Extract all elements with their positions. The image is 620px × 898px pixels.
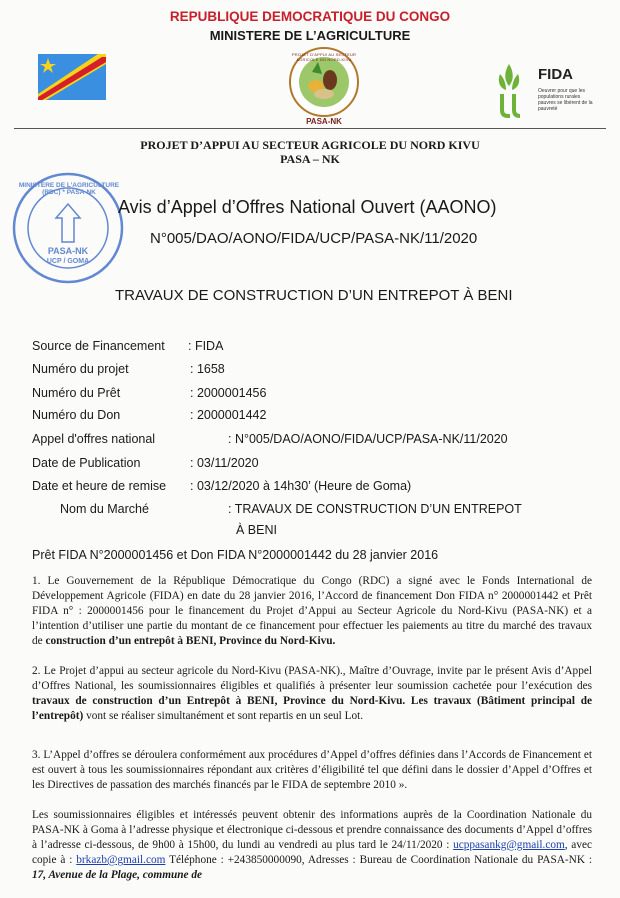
fida-logo	[492, 62, 598, 120]
paragraph-3-text: 3. L’Appel d’offres se déroulera conformément aux procédures d’Appel d’offres définies dans l’Accords de Financement et est ouvert à tous les soumissionnaires répondant aux critères d’éligibilité tel que défini dans le dossier d’Appel d’Offres et les Directives de passation des marchés financés par le FIDA de septembre 2010 ».	[32, 749, 592, 791]
paragraph-4-text: Les soumissionnaires éligibles et intéressés peuvent obtenir des informations auprès de la Coordination Nationale du PASA-NK à Goma à l’adresse physique et électronique ci-dessous et prendre connaissance des documents d’Appel d’offres à l’adresse ci-dessous, de 9h00 à 15h00, du lundi au vendredi au plus tard le 24/11/2020 :	[32, 809, 592, 851]
email-link-ucp[interactable]: ucppasankg@gmail.com	[453, 839, 565, 851]
detail-value: : TRAVAUX DE CONSTRUCTION D’UN ENTREPOT	[228, 502, 522, 516]
detail-value: : 03/11/2020	[190, 456, 259, 470]
detail-value: : 2000001456	[190, 386, 267, 400]
detail-label: Numéro du projet	[32, 362, 129, 376]
detail-label: Numéro du Don	[32, 408, 121, 422]
detail-label: Date de Publication	[32, 456, 141, 470]
paragraph-4-copy: , avec copie à :	[32, 839, 592, 866]
project-title: PROJET D’APPUI AU SECTEUR AGRICOLE DU NORD KIVU	[140, 138, 480, 152]
notice-reference: N°005/DAO/AONO/FIDA/UCP/PASA-NK/11/2020	[150, 230, 478, 247]
detail-value: : FIDA	[188, 339, 224, 353]
notice-title: Avis d’Appel d’Offres National Ouvert (AAONO)	[118, 197, 497, 217]
paragraph-4-contact: Téléphone : +243850000090, Adresses : Bureau de Coordination Nationale du PASA-NK :	[165, 854, 593, 866]
detail-label: Nom du Marché	[60, 502, 149, 516]
detail-label: Date et heure de remise	[32, 479, 167, 493]
paragraph-1-text: 1. Le Gouvernement de la République Démocratique du Congo (RDC) a signé avec le Fonds International de Développement Agricole (FIDA) en date du 28 janvier 2016, l’Accord de financement Don FIDA n° 2000001442 et Prêt FIDA n° : 2000001456 pour le financement du Projet d’Appui au Secteur Agricole du Nord-Kivu (PASA-NK) et a l’intention d’utiliser une partie du montant de ce financement pour effectuer les paiements au titre du marché des travaux de	[32, 575, 592, 647]
pasa-logo-label: PASA-NK	[306, 117, 342, 126]
pasa-nk-logo	[272, 44, 376, 128]
project-acronym: PASA – NK	[280, 152, 340, 166]
header-republic: REPUBLIQUE DEMOCRATIQUE DU CONGO	[169, 9, 451, 24]
stamp-side-text: UCP / GOMA	[46, 258, 90, 265]
paragraph-2-text: 2. Le Projet d’appui au secteur agricole du Nord-Kivu (PASA-NK)., Maître d’Ouvrage, invite par le présent Avis d’Appel d’Offres National, les soumissionnaires éligibles et qualifiés à présenter leur soumission cachetée pour l’exécution des	[32, 665, 592, 692]
stamp-ring-text: MINISTERE DE L’AGRICULTURE (RDC) * PASA-NK	[18, 182, 120, 196]
loan-line: Prêt FIDA N°2000001456 et Don FIDA N°2000001442 du 28 janvier 2016	[32, 548, 439, 562]
paragraph-2-tail: vont se réaliser simultanément et sont repartis en un seul Lot.	[83, 710, 364, 722]
detail-value: : 1658	[190, 362, 225, 376]
stamp-center-text: PASA-NK	[47, 246, 89, 256]
paragraph-4	[32, 808, 592, 883]
fida-label: FIDA	[538, 66, 573, 83]
paragraph-3	[32, 748, 592, 793]
paragraph-2-bold: travaux de construction d’un Entrepôt à BENI, Province du Nord-Kivu. Les travaux (Bâtiment principal de l’entrepôt)	[32, 695, 592, 722]
paragraph-2	[32, 664, 592, 724]
detail-value: : N°005/DAO/AONO/FIDA/UCP/PASA-NK/11/2020	[228, 432, 508, 446]
detail-label: Numéro du Prêt	[32, 386, 121, 400]
detail-value: : 03/12/2020 à 14h30’ (Heure de Goma)	[190, 479, 412, 493]
official-stamp	[6, 168, 144, 286]
paragraph-1	[32, 574, 592, 649]
pasa-logo-ring-text: PROJET D’APPUI AU SECTEUR AGRICOLE DU NORD-KIVU	[291, 52, 357, 62]
detail-label: Source de Financement	[32, 339, 165, 353]
detail-value: : 2000001442	[190, 408, 267, 422]
email-link-copy[interactable]: brkazb@gmail.com	[76, 854, 166, 866]
header-divider	[14, 128, 606, 129]
paragraph-1-bold: construction d’un entrepôt à BENI, Province du Nord-Kivu.	[45, 635, 336, 647]
detail-value-cont: À BENI	[236, 523, 277, 537]
drc-flag-icon	[38, 54, 106, 100]
fida-tagline: Oeuvrer pour que les populations rurales pauvres se libèrent de la pauvreté	[538, 88, 593, 112]
paragraph-4-address: 17, Avenue de la Plage, commune de	[32, 869, 203, 881]
header-ministry: MINISTERE DE L’AGRICULTURE	[209, 28, 411, 43]
works-title: TRAVAUX DE CONSTRUCTION D’UN ENTREPOT À BENI	[115, 287, 513, 304]
detail-label: Appel d'offres national	[32, 432, 156, 446]
fida-wheat-icon	[492, 62, 526, 118]
